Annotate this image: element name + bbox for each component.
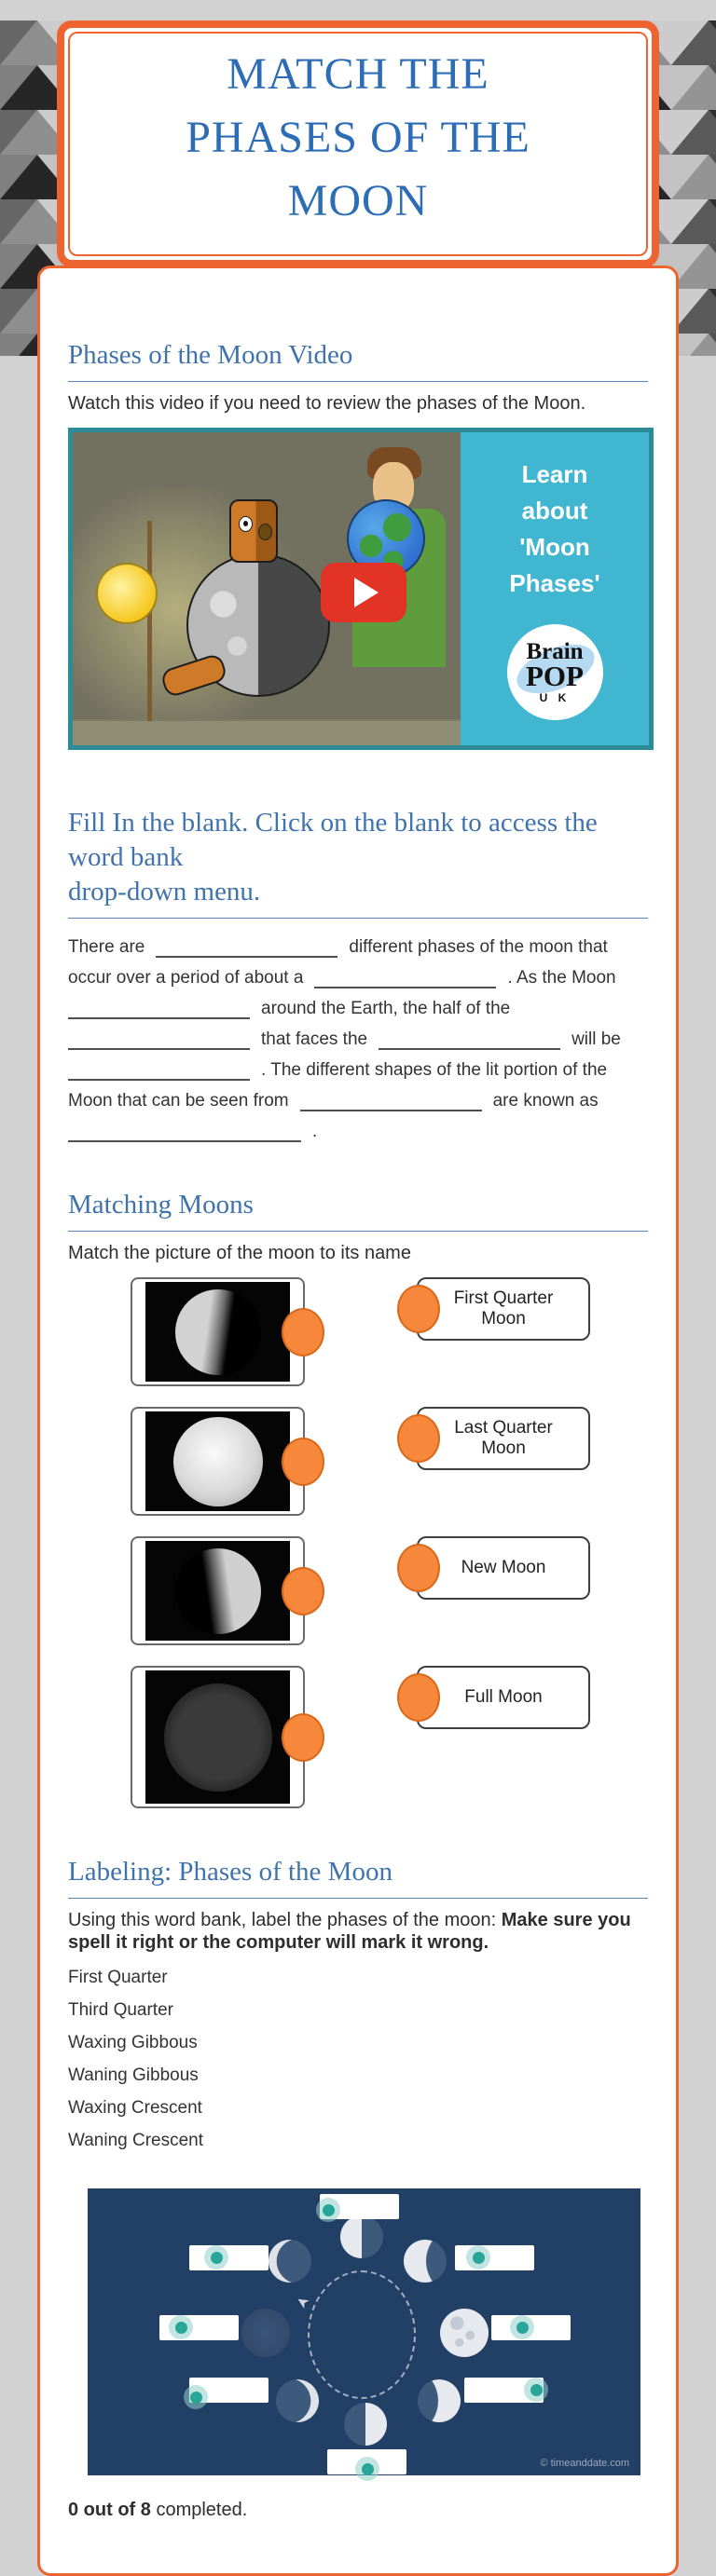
fill-text: . As the Moon	[507, 968, 616, 988]
match-row-2	[68, 1407, 648, 1516]
section-divider	[68, 1231, 648, 1232]
phase-connector-dot[interactable]	[466, 2245, 490, 2269]
progress-status	[68, 2500, 648, 2521]
robot-head	[229, 499, 278, 563]
brainpop-logo-text: POP	[526, 659, 584, 692]
section-labeling	[68, 1855, 648, 2521]
fill-line	[68, 1024, 648, 1055]
section-video	[68, 338, 648, 750]
video-panel-text-line: Learn	[521, 460, 588, 488]
diagram-moon-waning-gibbous	[404, 2240, 447, 2283]
video-title-panel	[461, 432, 649, 745]
page-title-line-1: MATCH THE	[227, 49, 489, 99]
match-connector-dot[interactable]	[397, 1285, 440, 1333]
fill-text: . The different shapes of the lit portion of the	[261, 1060, 608, 1080]
word-bank-item: Waxing Gibbous	[68, 2033, 198, 2052]
phase-connector-dot[interactable]	[355, 2457, 379, 2481]
moon-photo-canvas	[145, 1282, 290, 1382]
fill-line	[68, 932, 648, 962]
fill-blank-dropdown[interactable]	[156, 935, 337, 958]
fill-text: are known as	[492, 1091, 599, 1111]
labeling-section-heading: Labeling: Phases of the Moon	[68, 1857, 392, 1887]
moon-photo-canvas	[145, 1411, 290, 1511]
section-fill-in-the-blank	[68, 806, 648, 1147]
waning-moon-image	[175, 1289, 261, 1375]
match-row-3	[68, 1536, 648, 1645]
orbit-dashed-circle	[308, 2270, 416, 2399]
fill-text: around the Earth, the half of the	[261, 999, 511, 1018]
matching-rows	[68, 1277, 648, 1808]
phase-connector-dot[interactable]	[510, 2315, 534, 2339]
worksheet-body-card	[37, 266, 679, 2576]
progress-rest: completed.	[150, 2500, 248, 2520]
match-connector-dot[interactable]	[282, 1438, 324, 1486]
word-bank-item: Waxing Crescent	[68, 2098, 202, 2118]
diagram-moon-third-quarter	[340, 2215, 383, 2258]
fill-text: Moon that can be seen from	[68, 1091, 289, 1111]
section-matching-moons	[68, 1188, 648, 1808]
section-divider	[68, 381, 648, 382]
fill-line	[68, 962, 648, 993]
phase-connector-dot[interactable]	[316, 2198, 340, 2222]
match-row-4	[68, 1666, 648, 1808]
lamp-pole	[147, 521, 152, 721]
word-bank-item: Waning Gibbous	[68, 2065, 199, 2085]
page-title-line-3: MOON	[287, 176, 429, 225]
diagram-credit: © timeanddate.com	[540, 2458, 629, 2469]
match-label-text: Last Quarter Moon	[454, 1418, 553, 1458]
word-bank	[68, 1961, 648, 2157]
match-connector-dot[interactable]	[282, 1713, 324, 1762]
new-moon-image	[164, 1683, 272, 1792]
phase-connector-dot[interactable]	[204, 2245, 228, 2269]
diagram-moon-waxing-crescent	[276, 2379, 319, 2422]
fill-text: There are	[68, 937, 145, 957]
fill-line	[68, 993, 648, 1024]
diagram-moon-waxing-gibbous	[418, 2379, 461, 2422]
match-connector-dot[interactable]	[397, 1544, 440, 1592]
match-connector-dot[interactable]	[282, 1567, 324, 1615]
diagram-moon-first-quarter	[344, 2403, 387, 2446]
labeling-instruction-normal: Using this word bank, label the phases of the moon:	[68, 1910, 497, 1930]
full-moon-image	[173, 1417, 263, 1506]
match-connector-dot[interactable]	[282, 1308, 324, 1356]
phase-connector-dot[interactable]	[169, 2315, 193, 2339]
fill-blank-dropdown[interactable]	[68, 1028, 250, 1050]
fill-line	[68, 1085, 648, 1116]
match-label-text: Full Moon	[464, 1687, 543, 1707]
match-row-1	[68, 1277, 648, 1386]
fill-text: occur over a period of about a	[68, 968, 304, 988]
robot-ear	[258, 524, 272, 540]
fill-text: will be	[571, 1029, 621, 1049]
word-bank-item: Third Quarter	[68, 2000, 173, 2020]
moon-photo-full[interactable]	[131, 1407, 305, 1516]
video-thumbnail[interactable]	[68, 428, 654, 750]
moon-photo-waning[interactable]	[131, 1277, 305, 1386]
match-label-text: First Quarter Moon	[453, 1288, 554, 1329]
moon-photo-new[interactable]	[131, 1666, 305, 1808]
match-connector-dot[interactable]	[397, 1673, 440, 1722]
orbit-direction-arrow-icon: ➤	[293, 2291, 313, 2312]
match-label-new-moon[interactable]	[417, 1536, 590, 1600]
video-panel-text-line: Phases'	[509, 569, 600, 597]
labeling-instruction-bold: Make sure you spell it right or the computer will mark it wrong.	[68, 1910, 631, 1953]
match-label-first-quarter-moon[interactable]	[417, 1277, 590, 1341]
phase-connector-dot[interactable]	[524, 2378, 548, 2402]
fill-line	[68, 1055, 648, 1085]
labeling-instruction	[68, 1909, 648, 1954]
worksheet-header-card	[57, 20, 659, 267]
match-label-full-moon[interactable]	[417, 1666, 590, 1729]
diagram-moon-new	[241, 2309, 290, 2357]
robot-eye	[239, 516, 253, 532]
fill-text: .	[312, 1122, 318, 1141]
brainpop-uk-logo	[507, 624, 603, 720]
fill-blank-dropdown[interactable]	[379, 1028, 560, 1050]
video-instruction: Watch this video if you need to review the phases of the Moon.	[68, 393, 586, 414]
fill-blank-dropdown[interactable]	[68, 1058, 250, 1081]
fill-blank-dropdown[interactable]	[68, 1120, 301, 1142]
brainpop-logo-text: Brain	[526, 638, 584, 664]
fill-blank-heading-line-2: drop-down menu.	[68, 877, 261, 906]
video-panel-text-line: about	[521, 497, 588, 525]
fill-text: different phases of the moon that	[349, 937, 608, 957]
moon-photo-first-quarter[interactable]	[131, 1536, 305, 1645]
video-panel-text-line: 'Moon	[519, 533, 590, 561]
progress-count: 0 out of 8	[68, 2500, 151, 2520]
diagram-moon-full	[440, 2309, 489, 2357]
moon-phases-diagram	[88, 2188, 640, 2475]
fill-text: that faces the	[261, 1029, 368, 1049]
phase-input-upper-left[interactable]	[189, 2245, 268, 2270]
fill-line	[68, 1116, 648, 1147]
matching-section-heading: Matching Moons	[68, 1190, 254, 1220]
matching-instruction: Match the picture of the moon to its name	[68, 1243, 411, 1263]
match-connector-dot[interactable]	[397, 1414, 440, 1463]
video-section-heading: Phases of the Moon Video	[68, 340, 353, 370]
fill-blank-dropdown[interactable]	[300, 1089, 482, 1111]
match-label-last-quarter-moon[interactable]	[417, 1407, 590, 1470]
phase-connector-dot[interactable]	[184, 2385, 208, 2409]
page-title-line-2: PHASES OF THE	[186, 113, 530, 162]
moon-photo-canvas	[145, 1541, 290, 1641]
section-divider	[68, 1898, 648, 1899]
play-icon	[354, 578, 379, 607]
moon-photo-canvas	[145, 1670, 290, 1804]
youtube-play-button[interactable]	[321, 563, 406, 622]
fill-blank-dropdown[interactable]	[68, 997, 250, 1019]
section-divider	[68, 918, 648, 919]
word-bank-item: First Quarter	[68, 1968, 168, 1987]
match-label-text: New Moon	[461, 1558, 546, 1577]
fill-blank-paragraph	[68, 932, 648, 1147]
sun-lamp-icon	[96, 563, 158, 624]
diagram-moon-waning-crescent	[268, 2240, 311, 2283]
first-quarter-moon-image	[175, 1548, 261, 1634]
brainpop-logo-text: U K	[539, 690, 571, 704]
fill-blank-dropdown[interactable]	[314, 966, 496, 988]
scene-floor	[73, 719, 461, 745]
fill-blank-heading-line-1: Fill In the blank. Click on the blank to access the word bank	[68, 808, 598, 872]
word-bank-item: Waning Crescent	[68, 2131, 204, 2150]
